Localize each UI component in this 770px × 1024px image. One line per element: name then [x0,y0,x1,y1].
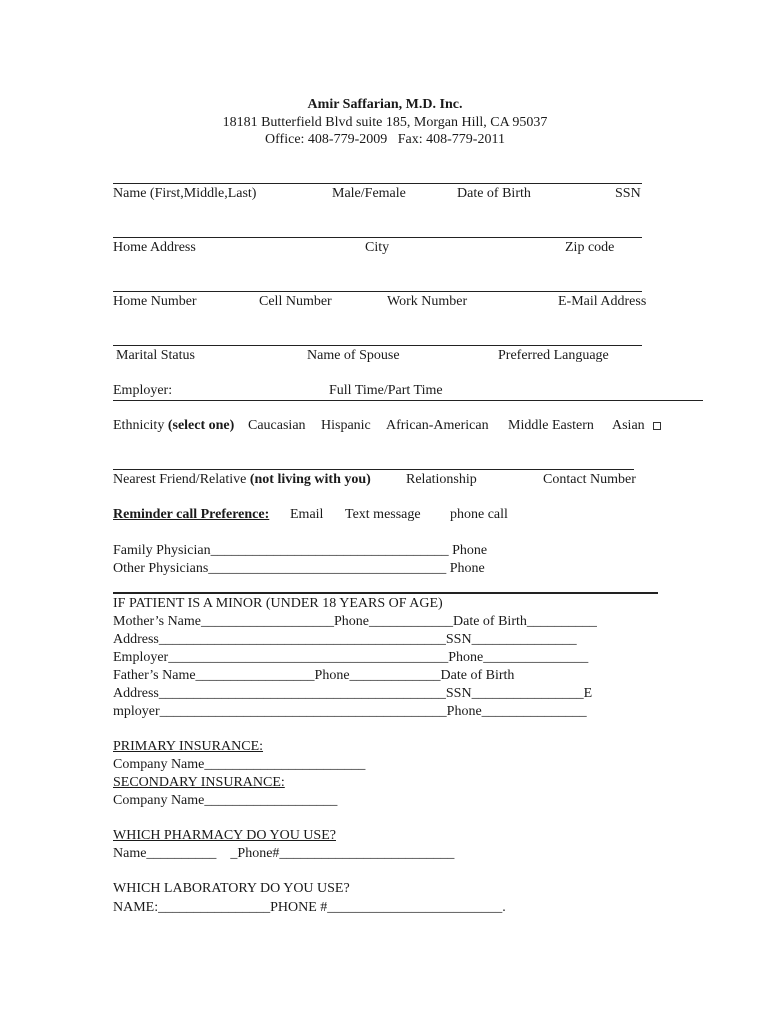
name-label: Name (First,Middle,Last) [113,186,257,201]
language-label: Preferred Language [498,348,609,363]
spouse-label: Name of Spouse [307,348,400,363]
ethnicity-row [113,417,234,435]
ethnicity-select-note: (select one) [167,418,235,433]
reminder-option-text[interactable]: Text message [345,507,421,522]
email-label: E-Mail Address [558,294,647,309]
friend-note: (not living with you) [249,472,371,487]
ssn-label: SSN [615,186,641,201]
city-label: City [365,240,390,255]
primary-company-field[interactable]: Company Name_______________________ [113,757,366,772]
checkbox-icon[interactable] [653,422,661,430]
pharmacy-field[interactable]: Name__________ _Phone#_________________________ [113,846,455,861]
name-line[interactable] [113,183,642,184]
ethnicity-option-caucasian[interactable]: Caucasian [248,418,306,433]
ethnicity-label: Ethnicity [113,418,165,433]
father-employer-field[interactable]: mployer_________________________________________Phone_______________ [113,704,587,719]
section-divider [113,592,658,594]
father-address-field[interactable]: Address_________________________________________SSN________________E [113,686,593,701]
family-physician-field[interactable]: Family Physician__________________________________ Phone [113,543,488,558]
secondary-insurance-heading: SECONDARY INSURANCE: [113,775,285,790]
practice-name: Amir Saffarian, M.D. Inc. [307,97,463,112]
zip-label: Zip code [565,240,615,255]
contact-number-label: Contact Number [543,472,636,487]
ethnicity-option-hispanic[interactable]: Hispanic [321,418,371,433]
friend-line[interactable] [113,469,634,470]
sex-label: Male/Female [332,186,406,201]
mother-employer-field[interactable]: Employer________________________________________Phone_______________ [113,650,589,665]
minor-heading: IF PATIENT IS A MINOR (UNDER 18 YEARS OF AGE) [113,596,443,611]
ethnicity-asian-label: Asian [612,418,645,433]
address-line[interactable] [113,237,642,238]
practice-address: 18181 Butterfield Blvd suite 185, Morgan Hill, CA 95037 [222,115,548,130]
phones-line[interactable] [113,291,642,292]
friend-row [113,471,371,489]
cell-number-label: Cell Number [259,294,332,309]
employer-line[interactable] [113,400,703,401]
marital-line[interactable] [113,345,642,346]
relationship-label: Relationship [406,472,477,487]
pharmacy-heading: WHICH PHARMACY DO YOU USE? [113,828,336,843]
reminder-option-email[interactable]: Email [290,507,324,522]
ethnicity-option-middle-eastern[interactable]: Middle Eastern [508,418,594,433]
work-number-label: Work Number [387,294,468,309]
ethnicity-option-african-american[interactable]: African-American [386,418,489,433]
other-physicians-field[interactable]: Other Physicians__________________________________ Phone [113,561,485,576]
home-address-label: Home Address [113,240,196,255]
ethnicity-option-asian[interactable] [612,417,661,435]
reminder-option-phone[interactable]: phone call [450,507,508,522]
home-number-label: Home Number [113,294,197,309]
practice-phones: Office: 408-779-2009 Fax: 408-779-2011 [265,132,505,147]
dob-label: Date of Birth [457,186,531,201]
fulltime-label: Full Time/Part Time [329,383,443,398]
friend-label: Nearest Friend/Relative [113,472,247,487]
father-name-field[interactable]: Father’s Name_________________Phone_____________Date of Birth [113,668,515,683]
mother-name-field[interactable]: Mother’s Name___________________Phone____________Date of Birth__________ [113,614,597,629]
reminder-label: Reminder call Preference: [113,507,270,522]
laboratory-field[interactable]: NAME:________________PHONE #_________________________. [113,900,506,915]
laboratory-heading: WHICH LABORATORY DO YOU USE? [113,881,350,896]
marital-label: Marital Status [116,348,195,363]
primary-insurance-heading: PRIMARY INSURANCE: [113,739,264,754]
mother-address-field[interactable]: Address_________________________________________SSN_______________ [113,632,577,647]
secondary-company-field[interactable]: Company Name___________________ [113,793,338,808]
employer-label: Employer: [113,383,173,398]
